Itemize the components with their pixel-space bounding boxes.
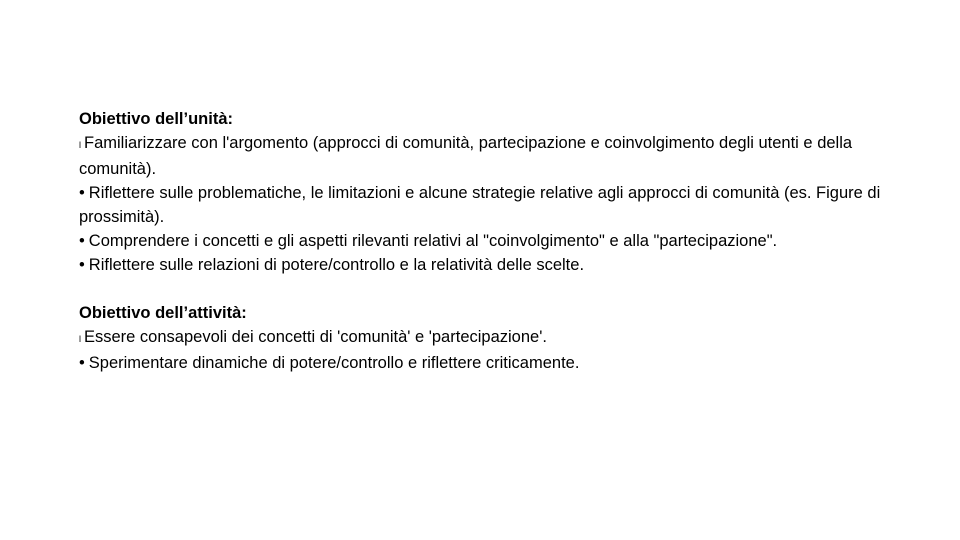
activity-objective-heading: Obiettivo dell’attività:	[79, 304, 247, 322]
unit-objectives	[79, 107, 919, 277]
activity-objective-item	[79, 351, 919, 375]
bullet-marker: •	[79, 184, 85, 202]
activity-objective-text: Essere consapevoli dei concetti di 'comunità' e 'partecipazione'.	[84, 328, 547, 346]
unit-objective-text: Riflettere sulle relazioni di potere/controllo e la relatività delle scelte.	[88, 256, 585, 274]
unit-objective-item	[79, 229, 919, 253]
activity-objective-item	[79, 325, 919, 351]
bullet-marker: •	[79, 354, 85, 372]
unit-objective-heading: Obiettivo dell’unità:	[79, 110, 234, 128]
activity-objectives	[79, 301, 919, 375]
unit-objective-item	[79, 131, 919, 181]
unit-objective-item	[79, 181, 919, 229]
unit-objective-text: Comprendere i concetti e gli aspetti rilevanti relativi al "coinvolgimento" e alla "partecipazione".	[88, 232, 778, 250]
slide-content	[79, 107, 919, 375]
unit-objective-text: Familiarizzare con l'argomento (approcci di comunità, partecipazione e coinvolgimento degli utenti e della comunità).	[79, 134, 853, 178]
bullet-marker: l	[79, 334, 81, 344]
unit-objective-item	[79, 253, 919, 277]
bullet-marker: l	[79, 140, 81, 150]
bullet-marker: •	[79, 232, 85, 250]
activity-objective-text: Sperimentare dinamiche di potere/controllo e riflettere criticamente.	[88, 354, 580, 372]
unit-objective-text: Riflettere sulle problematiche, le limitazioni e alcune strategie relative agli approcci di comunità (es. Figure di prossimità).	[79, 184, 881, 226]
bullet-marker: •	[79, 256, 85, 274]
